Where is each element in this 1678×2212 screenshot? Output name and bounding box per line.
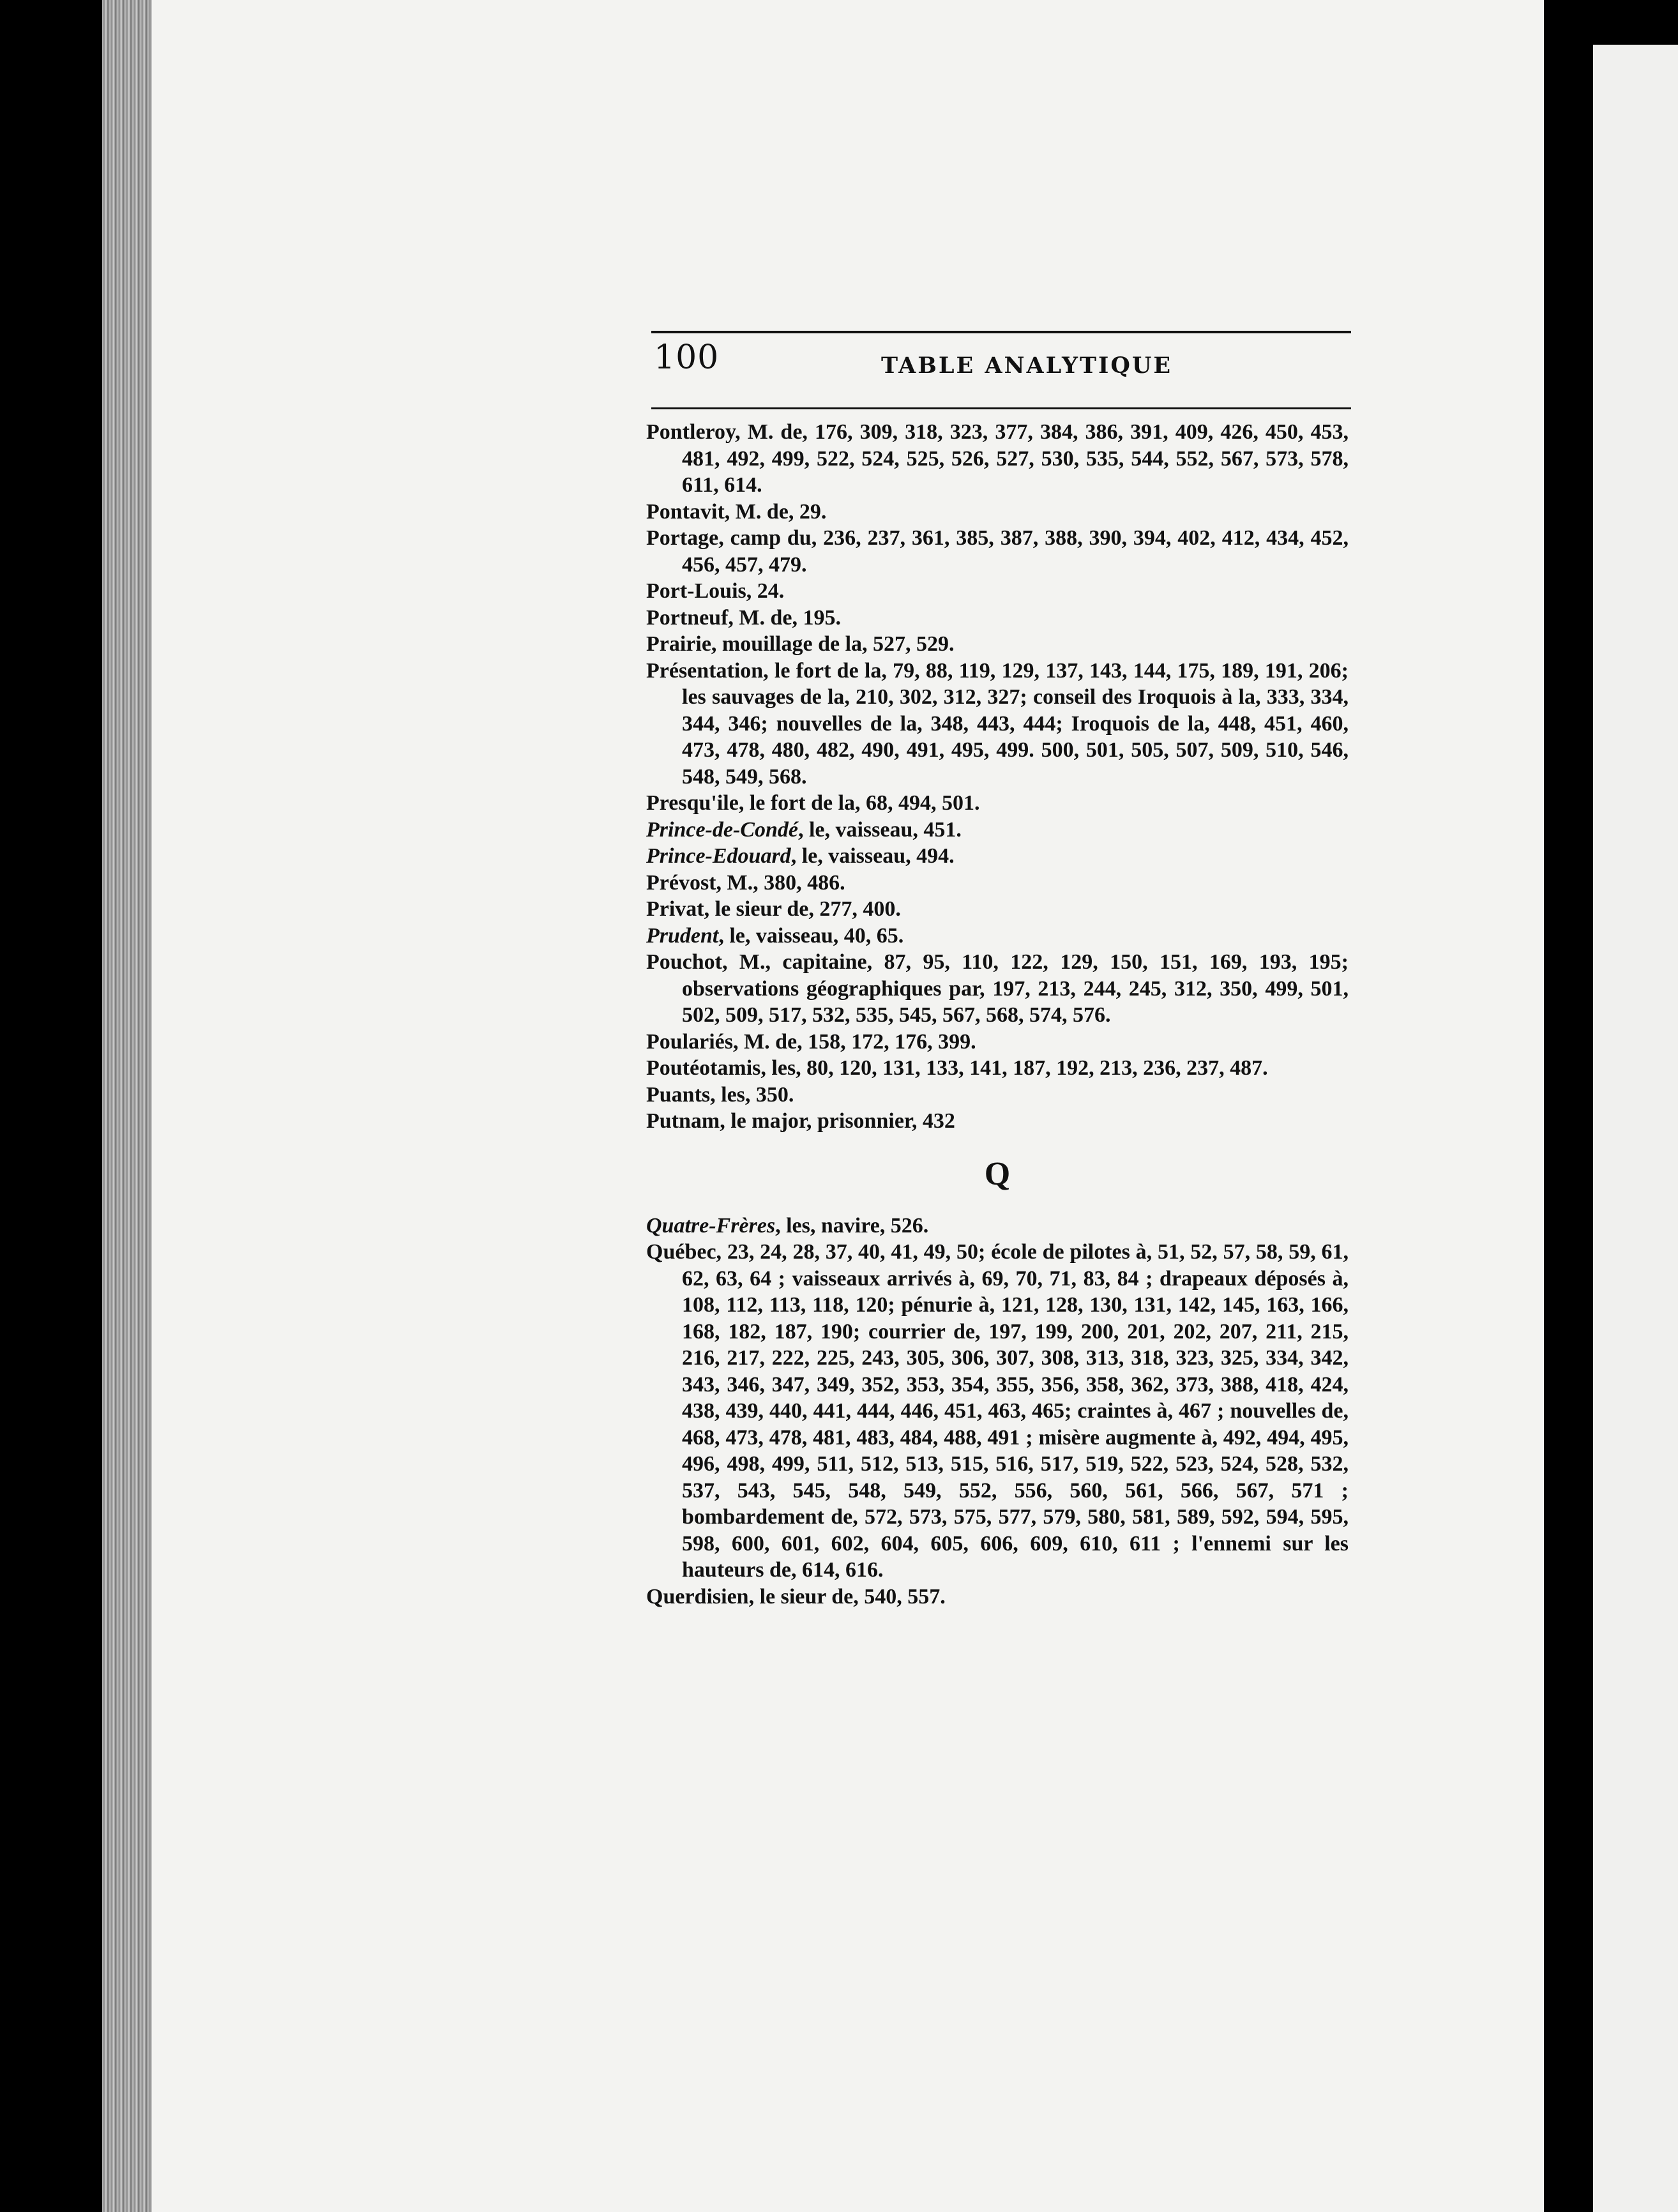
index-entry-text: , les, navire, 526. xyxy=(775,1213,929,1238)
index-entry-text: Privat, le sieur de, 277, 400. xyxy=(646,897,901,921)
index-entry xyxy=(646,1213,1349,1239)
scan-gutter xyxy=(1544,0,1593,2212)
index-entry xyxy=(646,817,1349,844)
index-entry xyxy=(646,525,1349,578)
index-entry-text: Querdisien, le sieur de, 540, 557. xyxy=(646,1584,946,1609)
index-body xyxy=(646,419,1349,1610)
index-entry xyxy=(646,923,1349,950)
index-entry-text: Port-Louis, 24. xyxy=(646,579,785,603)
index-entry-text: Pontleroy, M. de, 176, 309, 318, 323, 377, 384, 386, 391, 409, 426, 450, 453, 481, 492, 499, 522, 524, 525, 526, 527, 530, 535, 544, 552, 567, 573, 578, 611, 614. xyxy=(646,420,1349,497)
index-entry-text: Poulariés, M. de, 158, 172, 176, 399. xyxy=(646,1029,976,1054)
page-number: 100 xyxy=(654,338,720,377)
index-entry-text: Portneuf, M. de, 195. xyxy=(646,605,842,630)
index-entry xyxy=(646,1055,1349,1082)
running-title: TABLE ANALYTIQUE xyxy=(881,352,1173,379)
index-entry-text: Puants, les, 350. xyxy=(646,1082,794,1107)
index-entry-text: Prairie, mouillage de la, 527, 529. xyxy=(646,632,955,656)
index-entry xyxy=(646,631,1349,658)
scan-dark-margin xyxy=(0,0,105,2212)
index-entry xyxy=(646,658,1349,791)
index-entry-text: Présentation, le fort de la, 79, 88, 119, 129, 137, 143, 144, 175, 189, 191, 206; les sauvages de la, 210, 302, 312, 327; conseil des Iroquois à la, 333, 334, 344, 346; nouvelles de la, 348, 443, 444; Iroquois de la, 448, 451, 460, 473, 478, 480, 482, 490, 491, 495, 499. 500, 501, 505, 507, 509, 510, 546, 548, 549, 568. xyxy=(646,658,1349,789)
index-entry xyxy=(646,1029,1349,1056)
index-entry xyxy=(646,896,1349,923)
index-entry-text: Pontavit, M. de, 29. xyxy=(646,499,827,524)
index-entry-italic-term: Quatre-Frères xyxy=(646,1213,776,1238)
index-entry xyxy=(646,1108,1349,1135)
index-entry xyxy=(646,499,1349,526)
index-entry-text: Putnam, le major, prisonnier, 432 xyxy=(646,1109,955,1133)
index-entry xyxy=(646,1584,1349,1610)
index-entry xyxy=(646,578,1349,605)
index-entry-text: Pouchot, M., capitaine, 87, 95, 110, 122, 129, 150, 151, 169, 193, 195; observations géographiques par, 197, 213, 244, 245, 312, 350, 499, 501, 502, 509, 517, 532, 535, 545, 567, 568, 574, 576. xyxy=(646,950,1349,1027)
facing-page-edge xyxy=(1593,45,1678,2212)
index-entry-text: Prévost, M., 380, 486. xyxy=(646,870,845,895)
index-entry-text: , le, vaisseau, 40, 65. xyxy=(718,923,904,948)
index-entry-text: , le, vaisseau, 494. xyxy=(790,844,955,868)
index-entry xyxy=(646,1082,1349,1109)
index-entry xyxy=(646,419,1349,499)
header-rule-top xyxy=(651,331,1351,333)
index-entry-text: , le, vaisseau, 451. xyxy=(797,817,962,842)
index-entry xyxy=(646,843,1349,870)
index-entry-text: Portage, camp du, 236, 237, 361, 385, 387, 388, 390, 394, 402, 412, 434, 452, 456, 457, 479. xyxy=(646,526,1349,577)
index-entry-text: Poutéotamis, les, 80, 120, 131, 133, 141, 187, 192, 213, 236, 237, 487. xyxy=(646,1056,1268,1080)
header-rule-bottom xyxy=(651,407,1351,409)
index-entry-italic-term: Prince-de-Condé xyxy=(646,817,798,842)
index-entry xyxy=(646,605,1349,632)
index-section-p xyxy=(646,419,1349,1135)
index-section-q xyxy=(646,1213,1349,1610)
section-letter-heading: Q xyxy=(984,1155,1011,1192)
index-entry-italic-term: Prudent xyxy=(646,923,719,948)
index-entry xyxy=(646,1239,1349,1584)
index-entry xyxy=(646,790,1349,817)
index-entry xyxy=(646,870,1349,897)
index-entry-text: Presqu'ile, le fort de la, 68, 494, 501. xyxy=(646,791,980,815)
index-entry-text: Québec, 23, 24, 28, 37, 40, 41, 49, 50; école de pilotes à, 51, 52, 57, 58, 59, 61, 62, 63, 64 ; vaisseaux arrivés à, 69, 70, 71, 83, 84 ; drapeaux déposés à, 108, 112, 113, 118, 120; pénurie à, 121, 128, 130, 131, 142, 145, 163, 166, 168, 182, 187, 190; courrier de, 197, 199, 200, 201, 202, 207, 211, 215, 216, 217, 222, 225, 243, 305, 306, 307, 308, 313, 318, 323, 325, 334, 342, 343, 346, 347, 349, 352, 353, 354, 355, 356, 358, 362, 373, 388, 418, 424, 438, 439, 440, 441, 444, 446, 451, 463, 465; craintes à, 467 ; nouvelles de, 468, 473, 478, 481, 483, 484, 488, 491 ; misère augmente à, 492, 494, 495, 496, 498, 499, 511, 512, 513, 515, 516, 517, 519, 522, 523, 524, 528, 532, 537, 543, 545, 548, 549, 552, 556, 560, 561, 566, 567, 571 ; bombardement de, 572, 573, 575, 577, 579, 580, 581, 589, 592, 594, 595, 598, 600, 601, 602, 604, 605, 606, 609, 610, 611 ; l'ennemi sur les hauteurs de, 614, 616. xyxy=(646,1240,1349,1582)
index-entry xyxy=(646,949,1349,1029)
index-entry-italic-term: Prince-Edouard xyxy=(646,844,791,868)
